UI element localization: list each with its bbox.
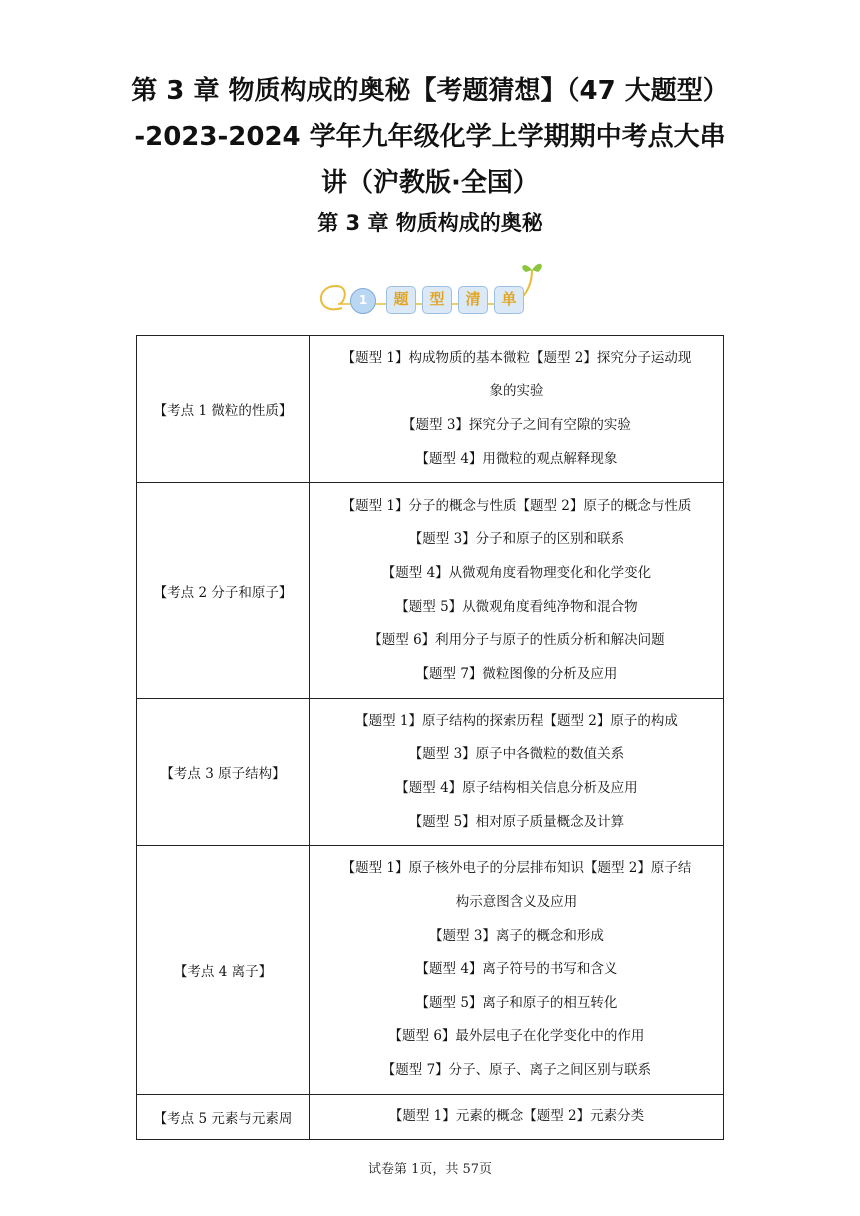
question-type-line: 【题型 1】构成物质的基本微粒【题型 2】探究分子运动现 [341,349,692,366]
chapter-subtitle: 第 3 章 物质构成的奥秘 [317,211,543,235]
question-type-banner [312,256,552,322]
question-type-line: 【题型 4】离子符号的书写和含义 [415,961,618,978]
exam-point-cell: 【考点 5 元素与元素周 [137,1095,310,1140]
question-type-line: 【题型 1】元素的概念【题型 2】元素分类 [388,1108,645,1125]
table-row [137,846,724,1095]
page-footer: 试卷第 1页，共 57页 [367,1162,493,1177]
question-type-line: 【题型 6】利用分子与原子的性质分析和解决问题 [368,632,665,649]
question-type-line: 【题型 5】从微观角度看纯净物和混合物 [395,598,638,615]
question-type-line: 构示意图含义及应用 [455,894,578,911]
banner-char-badge: 型 [422,286,452,314]
question-type-line: 【题型 3】分子和原子的区别和联系 [408,531,625,548]
question-types-cell [310,336,724,483]
exam-point-cell: 【考点 4 离子】 [137,846,310,1095]
question-type-line: 【题型 1】原子结构的探索历程【题型 2】原子的构成 [355,712,678,729]
question-types-cell [310,1095,724,1140]
question-type-line: 【题型 1】分子的概念与性质【题型 2】原子的概念与性质 [341,497,692,514]
question-type-line: 【题型 3】离子的概念和形成 [429,927,604,944]
question-type-line: 【题型 7】微粒图像的分析及应用 [415,665,618,682]
title-line: 第 3 章 物质构成的奥秘【考题猜想】（47 大题型） [131,76,729,106]
exam-point-cell: 【考点 1 微粒的性质】 [137,336,310,483]
title-line: -2023-2024 学年九年级化学上学期期中考点大串 [134,122,726,152]
question-types-cell [310,483,724,699]
question-type-line: 【题型 5】相对原子质量概念及计算 [408,813,625,830]
table-row [137,483,724,699]
table-row [137,699,724,846]
question-type-line: 象的实验 [489,383,544,400]
question-types-cell [310,846,724,1095]
question-type-line: 【题型 4】原子结构相关信息分析及应用 [395,780,638,796]
question-types-cell [310,699,724,846]
question-type-line: 【题型 7】分子、原子、离子之间区别与联系 [381,1061,652,1078]
banner-number-badge: 1 [350,288,376,314]
banner-char-badge: 题 [386,286,416,314]
question-type-line: 【题型 6】最外层电子在化学变化中的作用 [388,1028,645,1045]
table-row [137,336,724,483]
question-type-table [136,335,724,1140]
exam-point-cell: 【考点 3 原子结构】 [137,699,310,846]
exam-point-cell: 【考点 2 分子和原子】 [137,483,310,699]
question-type-line: 【题型 3】原子中各微粒的数值关系 [408,746,625,763]
banner-char-badge: 清 [458,286,488,314]
question-type-line: 【题型 3】探究分子之间有空隙的实验 [402,417,631,433]
question-type-line: 【题型 4】用微粒的观点解释现象 [415,450,618,467]
question-type-line: 【题型 5】离子和原子的相互转化 [415,994,618,1011]
question-type-line: 【题型 1】原子核外电子的分层排布知识【题型 2】原子结 [341,860,692,877]
table-row [137,1095,724,1140]
question-type-line: 【题型 4】从微观角度看物理变化和化学变化 [381,564,652,581]
title-line: 讲（沪教版·全国） [321,168,539,198]
document-title [60,68,800,206]
banner-char-badge: 单 [494,286,524,314]
